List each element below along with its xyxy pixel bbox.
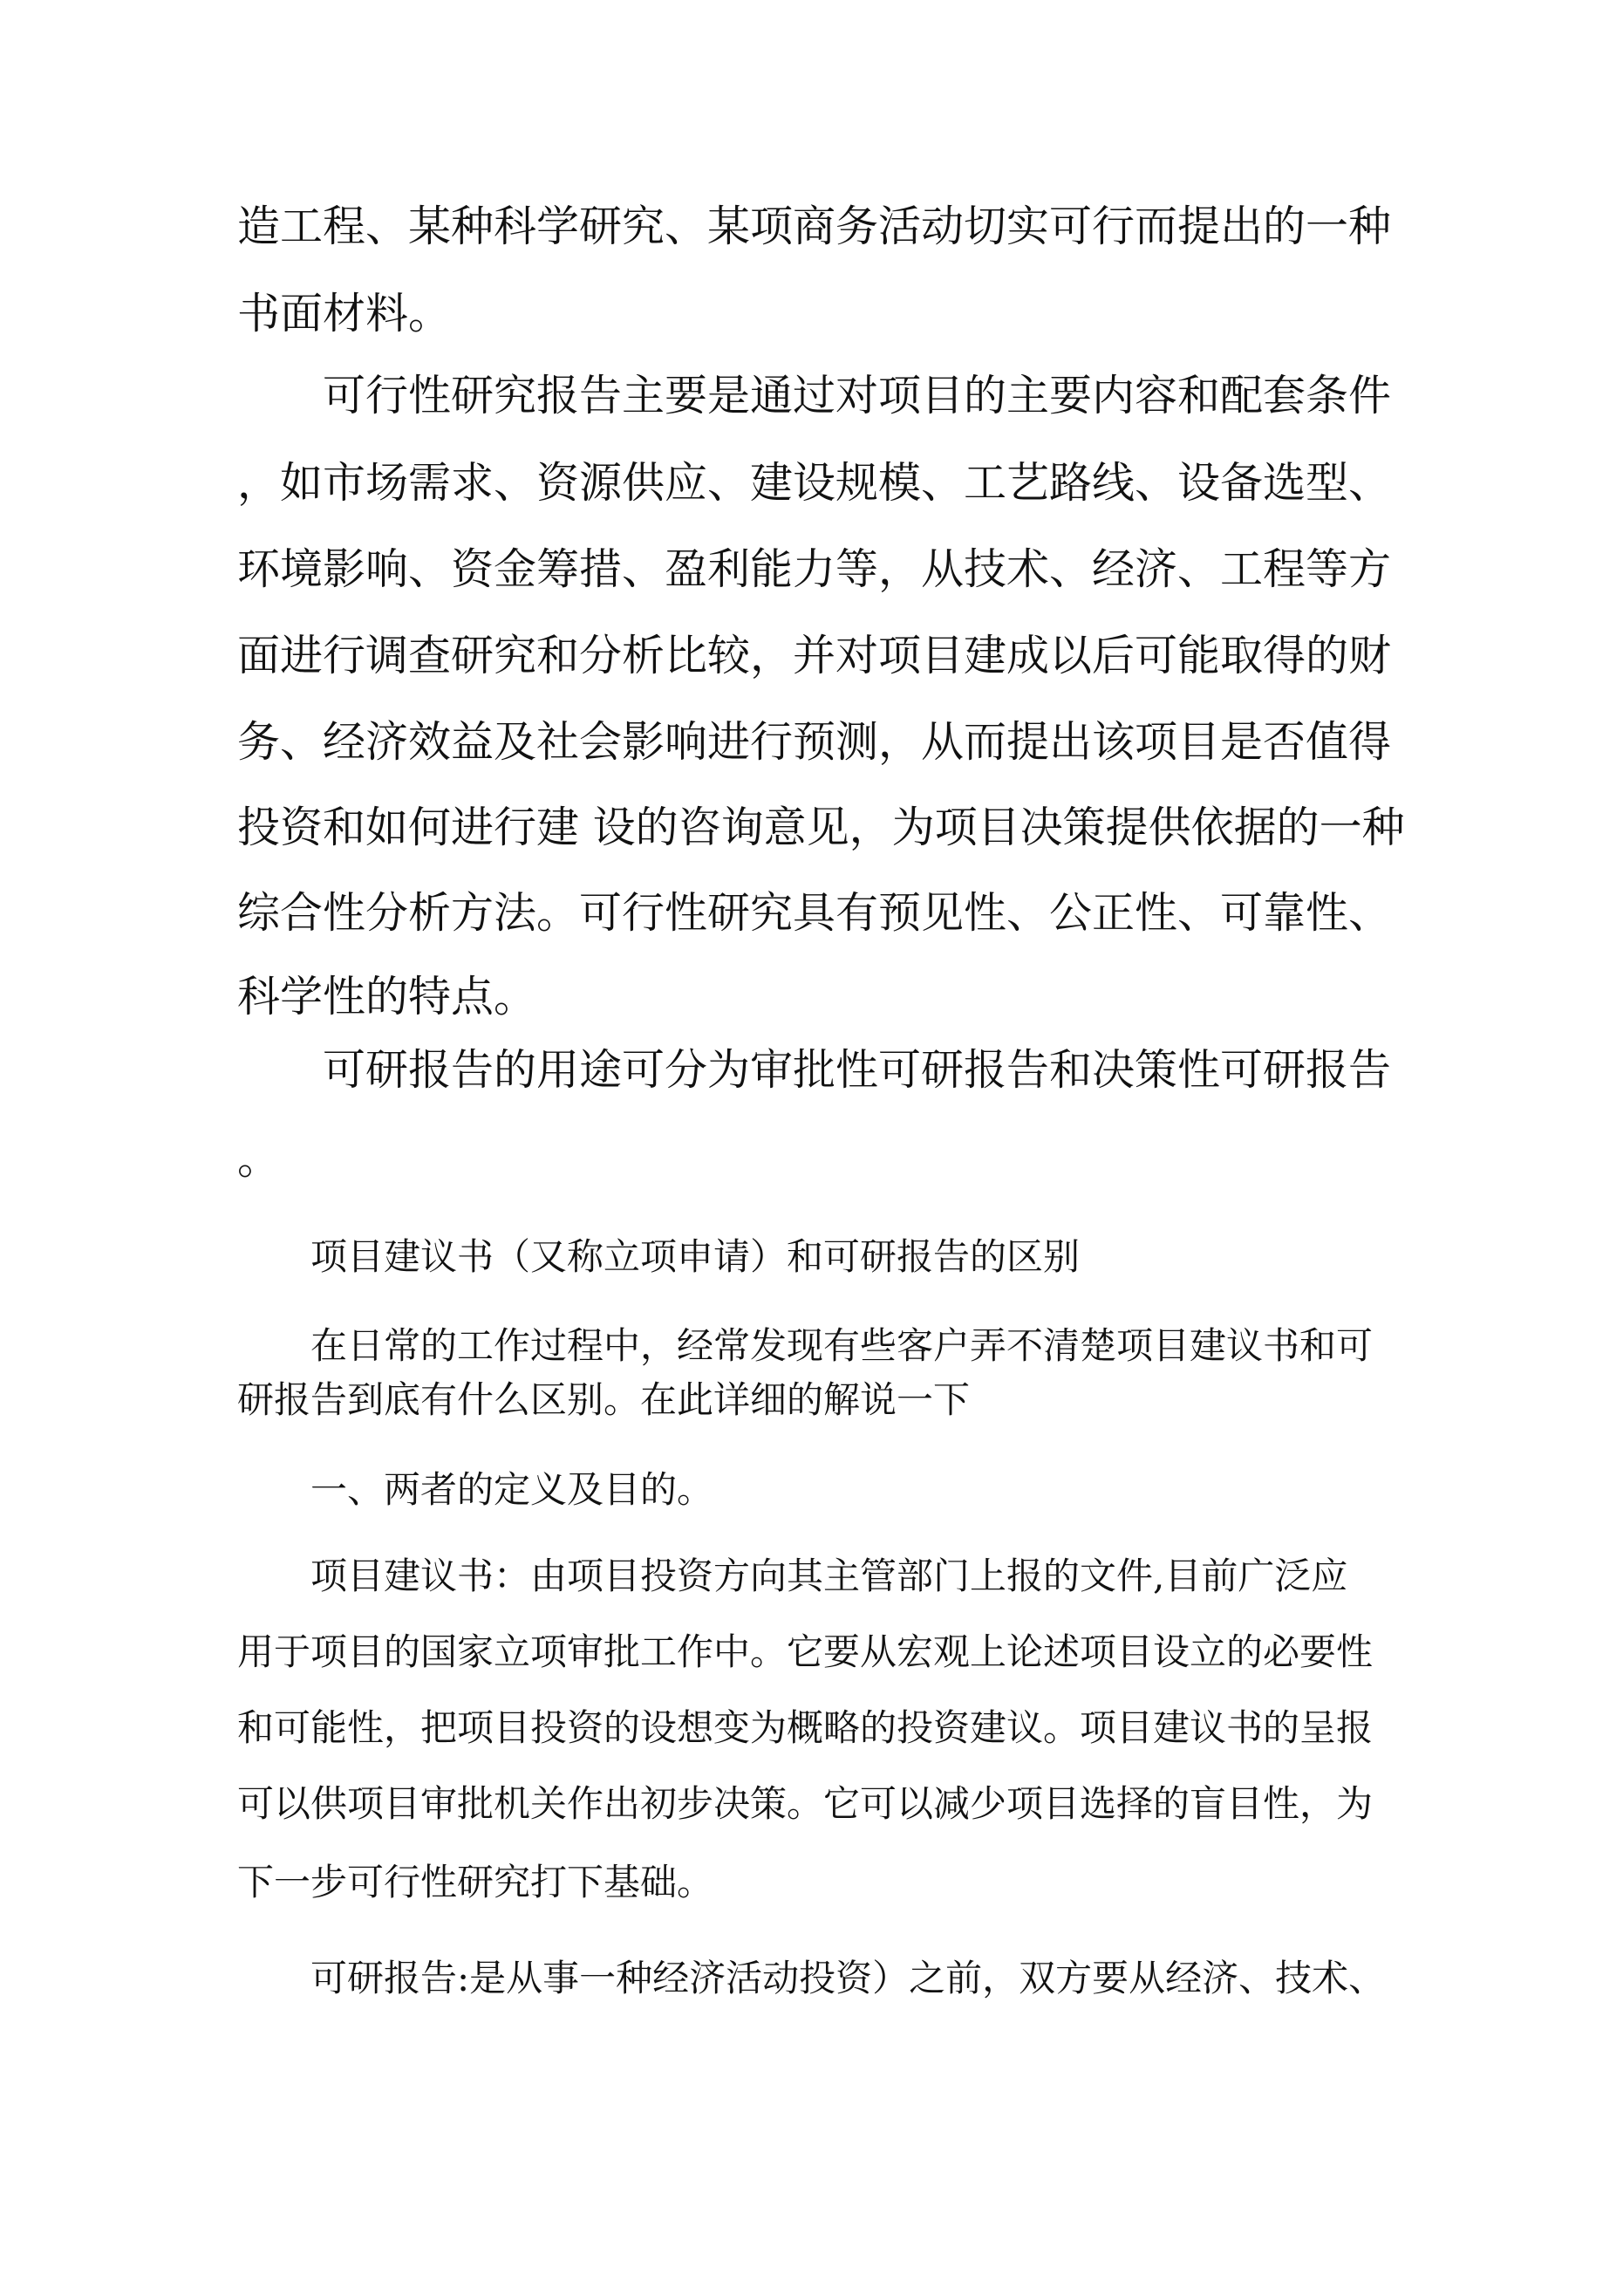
text-line: 书面材料。 <box>237 289 452 338</box>
text-line: 综合性分析方法。可行性研究具有预见性、公正性、可靠性、 <box>237 888 1392 938</box>
text-line: 造工程、某种科学研究、某项商务活动切实可行而提出的一种 <box>237 202 1392 251</box>
text-line: 用于项目的国家立项审批工作中。它要从宏观上论述项目设立的必要性 <box>237 1630 1374 1673</box>
text-line: 投资和如何进行建 设的咨询意见，为项目决策提供依据的一种 <box>237 803 1405 852</box>
paragraph-first-line: 可研报告:是从事一种经济活动投资）之前，双方要从经济、技术、 <box>237 1957 1386 1999</box>
text-line: 和可能性，把项目投资的设想变为概略的投资建议。项目建议书的呈报 <box>237 1706 1374 1749</box>
section-heading: 项目建议书（又称立项申请）和可研报告的区别 <box>237 1235 1081 1278</box>
text-line: ，如市场需求、资源供应、建设规模、工艺路线、设备选型、 <box>237 458 1392 508</box>
paragraph-first-line: 可行性研究报告主要是通过对项目的主要内容和配套条件 <box>237 371 1392 420</box>
paragraph-first-line: 项目建议书：由项目投资方向其主管部门上报的文件,目前广泛应 <box>237 1555 1348 1597</box>
text-line: 可以供项目审批机关作出初步决策。它可以减少项目选择的盲目性，为 <box>237 1782 1374 1825</box>
text-line: 研报告到底有什么区别。在此详细的解说一下 <box>237 1378 971 1421</box>
text-line: 面进行调查研究和分析比较，并对项目建成以后可能取得的财 <box>237 631 1392 680</box>
text-line: 科学性的特点。 <box>237 972 537 1022</box>
paragraph-first-line: 在日常的工作过程中，经常发现有些客户弄不清楚项目建议书和可 <box>237 1324 1374 1367</box>
text-line: 。 <box>237 1134 281 1184</box>
text-line: 务、经济效益及社会影响进行预测，从而提出该项目是否值得 <box>237 717 1392 767</box>
text-line: 环境影响、资金筹措、盈利能力等，从技术、经济、工程等方 <box>237 544 1392 594</box>
subsection-heading: 一、两者的定义及目的。 <box>237 1468 714 1511</box>
paragraph-first-line: 可研报告的用途可分为审批性可研报告和决策性可研报告 <box>237 1045 1392 1095</box>
text-line: 下一步可行性研究打下基础。 <box>237 1861 714 1903</box>
